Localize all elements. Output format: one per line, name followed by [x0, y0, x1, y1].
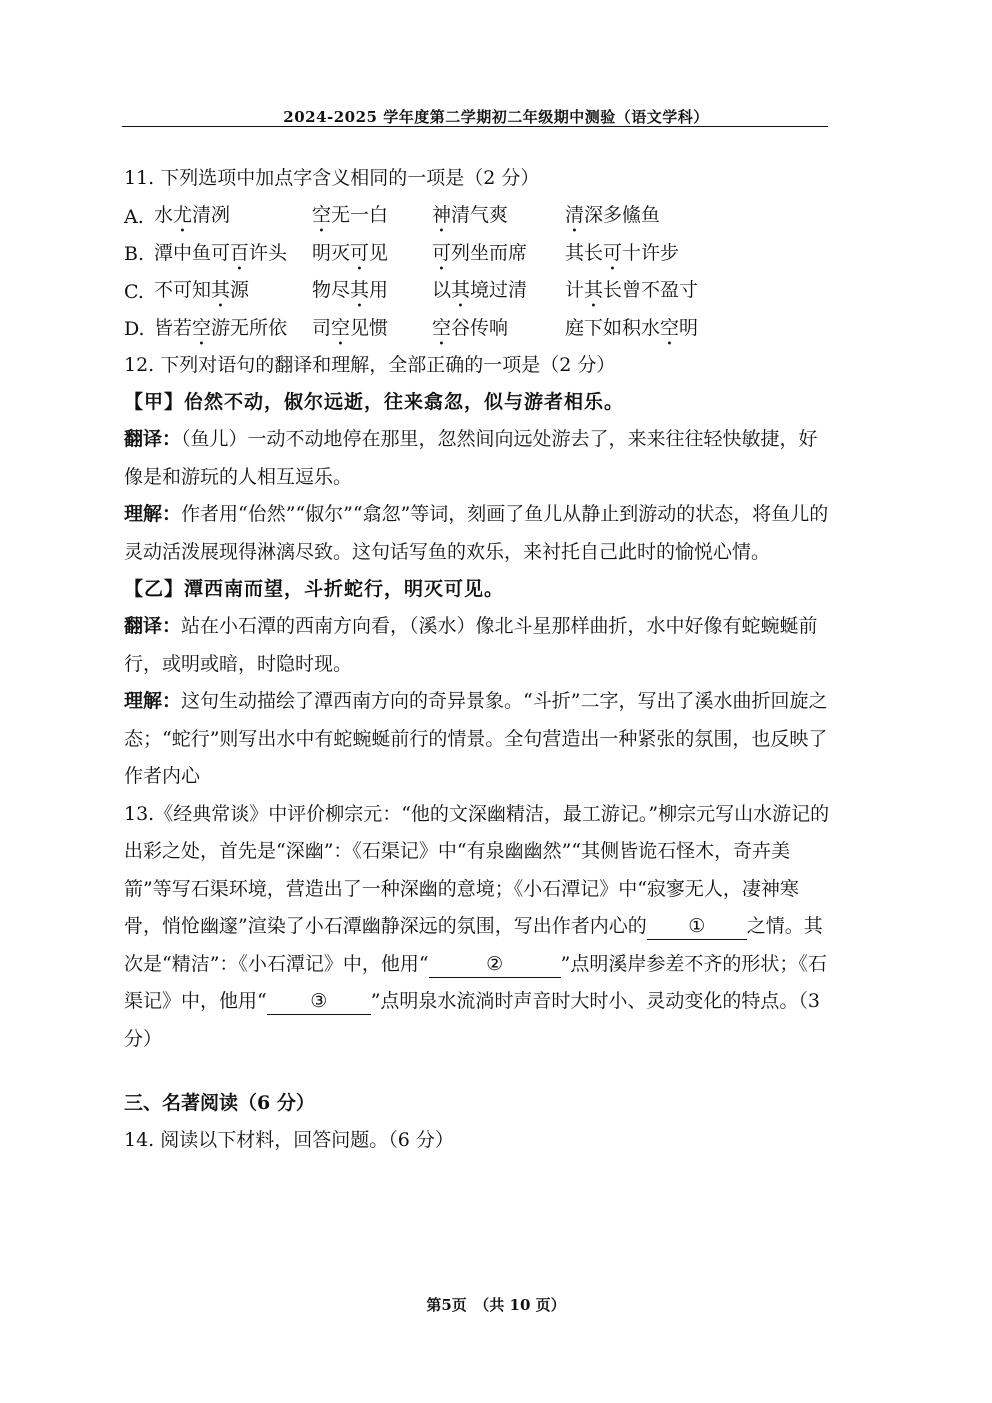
phrase-text: 物尽: [312, 279, 351, 301]
dotted-character: 空: [331, 316, 351, 339]
phrase-text: 司: [312, 316, 332, 339]
dotted-character: 空: [192, 316, 212, 339]
understanding-text: 作者用“佁然”“俶尔”“翕忽”等词，刻画了鱼儿从静止到游动的状态，将鱼儿的灵动活泼展现得淋漓尽致。这句话写鱼的欢乐，来衬托自己此时的愉悦心情。: [124, 503, 829, 563]
phrase-text: 列坐而席: [451, 241, 528, 264]
phrase-text: 庭下如积水: [565, 316, 661, 339]
phrase-text: 源: [230, 279, 250, 301]
phrase-text: 清气爽: [451, 204, 509, 226]
option-letter: C.: [124, 280, 144, 303]
phrase-text: 用: [369, 279, 389, 301]
page-footer: 第5页 （共 10 页）: [426, 1296, 566, 1314]
phrase-text: 明: [679, 316, 699, 339]
phrase-text: 境过清: [470, 279, 528, 301]
phrase-text: 无一白: [331, 204, 389, 226]
phrase-text: 长曾不盈寸: [603, 279, 699, 301]
phrase-text: 不可知: [154, 279, 212, 301]
phrase-text: 计: [565, 279, 585, 301]
q11-option-row: [124, 310, 832, 348]
option-phrase: [154, 235, 312, 275]
dotted-character: 可: [603, 241, 623, 264]
option-phrase: [565, 272, 745, 312]
option-phrase: [432, 272, 565, 312]
q13-text-1: 13.《经典常谈》中评价柳宗元：“他的文深幽精洁，最工游记。”柳宗元写山水游记的出彩之处，首先是“深幽”：《石渠记》中“有泉幽幽然”“其侧皆诡石怪木，奇卉美箭”等写石渠环境，营造出了一种深幽的意境；《小石潭记》中“寂寥无人，凄神寒骨，悄怆幽邃”渲染了小石潭幽静深远的氛围，写出作者内心的: [124, 802, 830, 937]
phrase-text: 谷传响: [451, 316, 509, 339]
q12-stem: 12. 下列对语句的翻译和理解，全部正确的一项是（2 分）: [124, 354, 616, 376]
q13-text-3: ”点明溪岸参差不齐的形状；《石渠记》中，他用“: [124, 952, 827, 1012]
option-phrase: [432, 197, 565, 237]
q11-option-row: [124, 272, 832, 310]
option-phrase: [312, 235, 432, 275]
translation-label: 翻译：: [124, 615, 182, 637]
option-phrase: [312, 272, 432, 312]
phrase-text: 潭中鱼可: [154, 241, 231, 264]
q13-text-4: ”点明泉水流淌时声音时大时小、灵动变化的特点。（3 分）: [124, 990, 821, 1050]
dotted-character: 百: [230, 241, 250, 264]
phrase-text: 水: [154, 204, 174, 226]
q14-stem: 14. 阅读以下材料，回答问题。（6 分）: [124, 1129, 454, 1151]
phrase-text: 十许步: [622, 241, 680, 264]
phrase-text: 清冽: [192, 204, 231, 226]
phrase-text: 深多鯈鱼: [584, 204, 661, 226]
phrase-text: 见: [369, 241, 389, 264]
section-3-title: 三、名著阅读（6 分）: [124, 1092, 315, 1114]
understanding-text: 这句生动描绘了潭西南方向的奇异景象。“斗折”二字，写出了溪水曲折回旋之态；“蛇行”则写出水中有蛇蜿蜒前行的情景。全句营造出一种紧张的氛围，也反映了作者内心: [124, 690, 828, 787]
q12-yi-translation: [124, 608, 832, 683]
dotted-character: 神: [432, 204, 452, 226]
option-letter: B.: [124, 243, 145, 265]
q13-blank-1[interactable]: ①: [647, 913, 747, 940]
q13-blank-3[interactable]: ③: [267, 988, 371, 1015]
q11-stem: 11. 下列选项中加点字含义相同的一项是（2 分）: [124, 167, 540, 189]
dotted-character: 可: [432, 241, 452, 264]
phrase-text: 许头: [249, 241, 288, 264]
dotted-character: 空: [312, 204, 332, 226]
dotted-character: 清: [565, 204, 585, 226]
q13-blank-2[interactable]: ②: [429, 951, 561, 978]
q11-option-row: [124, 197, 832, 235]
phrase-text: 其长: [565, 241, 604, 264]
translation-text: （鱼儿）一动不动地停在那里，忽然间向远处游去了，来来往往轻快敏捷，好像是和游玩的人相互逗乐。: [124, 428, 818, 488]
page-content: [124, 160, 832, 1159]
phrase-text: 皆若: [154, 316, 193, 339]
option-phrase: [565, 197, 745, 237]
dotted-character: 可: [350, 241, 370, 264]
q13-paragraph: [124, 796, 832, 1059]
q12-jia-quote: 【甲】佁然不动，俶尔远逝，往来翕忽，似与游者相乐。: [124, 391, 625, 413]
q12-jia-translation: [124, 421, 832, 496]
dotted-character: 其: [350, 279, 370, 301]
option-phrase: [432, 310, 565, 350]
option-letter: D.: [124, 318, 145, 340]
phrase-text: 以: [432, 279, 452, 301]
option-phrase: [565, 235, 745, 275]
dotted-character: 其: [451, 279, 471, 301]
translation-text: 站在小石潭的西南方向看，（溪水）像北斗星那样曲折，水中好像有蛇蜿蜒前行，或明或暗，时隐时现。: [124, 615, 818, 675]
option-phrase: [312, 310, 432, 350]
phrase-text: 游无所依: [211, 316, 288, 339]
phrase-text: 见惯: [350, 316, 389, 339]
translation-label: 翻译：: [124, 428, 182, 450]
understanding-label: 理解：: [124, 503, 182, 525]
phrase-text: 明灭: [312, 241, 351, 264]
option-letter: A.: [124, 205, 144, 228]
q12-jia-understanding: [124, 496, 832, 571]
q12-yi-understanding: [124, 683, 832, 796]
dotted-character: 其: [211, 279, 231, 301]
dotted-character: 空: [432, 316, 452, 339]
q12-yi-quote: 【乙】潭西南而望，斗折蛇行，明灭可见。: [124, 578, 505, 600]
option-phrase: [312, 197, 432, 237]
q13-text-2: 之情。其次是“精洁”：《小石潭记》中，他用“: [124, 915, 823, 975]
option-phrase: [154, 197, 312, 237]
q11-options: [124, 197, 832, 347]
dotted-character: 空: [660, 316, 680, 339]
option-phrase: [565, 310, 745, 350]
exam-header-title: 2024-2025 学年度第二学期初二年级期中测验（语文学科）: [283, 108, 709, 126]
option-phrase: [432, 235, 565, 275]
option-phrase: [154, 310, 312, 350]
q11-option-row: [124, 235, 832, 273]
option-phrase: [154, 272, 312, 312]
header-rule: [122, 126, 828, 127]
dotted-character: 尤: [173, 204, 193, 226]
dotted-character: 其: [584, 279, 604, 301]
understanding-label: 理解：: [124, 690, 182, 712]
